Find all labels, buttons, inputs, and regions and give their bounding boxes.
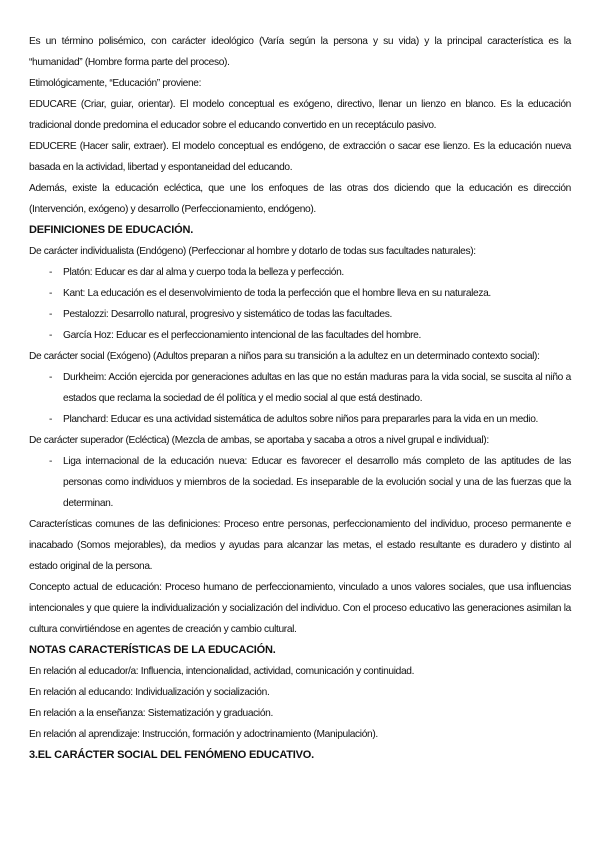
bullet-dash: - — [49, 456, 53, 467]
educere-paragraph: EDUCERE (Hacer salir, extraer). El modelo conceptual es endógeno, de extracción o sacar ese lienzo. Es la educación nueva basada en la actividad, libertad y espontaneidad del educando. — [29, 141, 571, 173]
definitions-heading: DEFINICIONES DE EDUCACIÓN. — [29, 224, 194, 236]
bullet-dash: - — [49, 330, 53, 341]
superador-list — [29, 451, 571, 514]
bullet-dash: - — [49, 372, 53, 383]
notes-line: En relación al educando: Individualización y socialización. — [29, 687, 270, 698]
superador-label: De carácter superador (Ecléctica) (Mezcla de ambas, se aportaba y sacaba a otros a nivel grupal e individual): — [29, 435, 489, 446]
current-concept-paragraph: Concepto actual de educación: Proceso humano de perfeccionamiento, vinculado a unos valores sociales, que usa influencias intencionales y que quiere la individualización y socialización del individuo. Con el proceso educativo las generaciones asimilan la cultura convirtiéndose en agentes de creación y cambio cultural. — [29, 582, 571, 635]
etymology-line: Etimológicamente, “Educación” proviene: — [29, 78, 202, 89]
individualist-list — [29, 262, 571, 346]
list-item: - Pestalozzi: Desarrollo natural, progresivo y sistemático de todas las facultades. — [29, 304, 571, 325]
list-item: - García Hoz: Educar es el perfeccionamiento intencional de las facultades del hombre. — [29, 325, 571, 346]
bullet-dash: - — [49, 309, 53, 320]
intro-paragraph-1: Es un término polisémico, con carácter ideológico (Varía según la persona y su vida) y la principal característica es la “humanidad” (Hombre forma parte del proceso). — [29, 36, 571, 68]
bullet-dash: - — [49, 267, 53, 278]
list-item: - Planchard: Educar es una actividad sistemática de adultos sobre niños para prepararles para la vida en un medio. — [29, 409, 571, 430]
bullet-dash: - — [49, 288, 53, 299]
list-item: - Liga internacional de la educación nueva: Educar es favorecer el desarrollo más completo de las aptitudes de las personas como individuos y miembros de la sociedad. Es inseparable de la evolución social y una de las fuerzas que la determinan. — [29, 451, 571, 514]
section-3-heading: 3.EL CARÁCTER SOCIAL DEL FENÓMENO EDUCATIVO. — [29, 749, 314, 761]
notes-heading: NOTAS CARACTERÍSTICAS DE LA EDUCACIÓN. — [29, 644, 276, 656]
list-item: - Platón: Educar es dar al alma y cuerpo toda la belleza y perfección. — [29, 262, 571, 283]
social-label: De carácter social (Exógeno) (Adultos preparan a niños para su transición a la adultez en un determinado contexto social): — [29, 351, 540, 362]
list-item: - Kant: La educación es el desenvolvimiento de toda la perfección que el hombre lleva en su naturaleza. — [29, 283, 571, 304]
list-item: - Durkheim: Acción ejercida por generaciones adultas en las que no están maduras para la vida social, se suscita al niño a estados que reclama la sociedad de él política y el medio social al que está destinado. — [29, 367, 571, 409]
notes-line: En relación al educador/a: Influencia, intencionalidad, actividad, comunicación y continuidad. — [29, 666, 415, 677]
notes-line: En relación a la enseñanza: Sistematización y graduación. — [29, 708, 273, 719]
bullet-dash: - — [49, 414, 53, 425]
common-characteristics-paragraph: Características comunes de las definiciones: Proceso entre personas, perfeccionamiento del individuo, proceso permanente e inacabado (Somos mejorables), da medios y ayudas para alcanzar las metas, el estado resultante es duradero y distinto al estado original de la persona. — [29, 519, 571, 572]
social-list — [29, 367, 571, 430]
eclectic-paragraph: Además, existe la educación ecléctica, que une los enfoques de las otras dos diciendo que la educación es dirección (Intervención, exógeno) y desarrollo (Perfeccionamiento, endógeno). — [29, 183, 571, 215]
notes-line: En relación al aprendizaje: Instrucción, formación y adoctrinamiento (Manipulación). — [29, 729, 378, 740]
educare-paragraph: EDUCARE (Criar, guiar, orientar). El modelo conceptual es exógeno, directivo, llenar un lienzo en blanco. Es la educación tradicional donde predomina el educador sobre el educando convertido en un receptáculo pasivo. — [29, 99, 571, 131]
individualist-label: De carácter individualista (Endógeno) (Perfeccionar al hombre y dotarlo de todas sus facultades naturales): — [29, 246, 476, 257]
